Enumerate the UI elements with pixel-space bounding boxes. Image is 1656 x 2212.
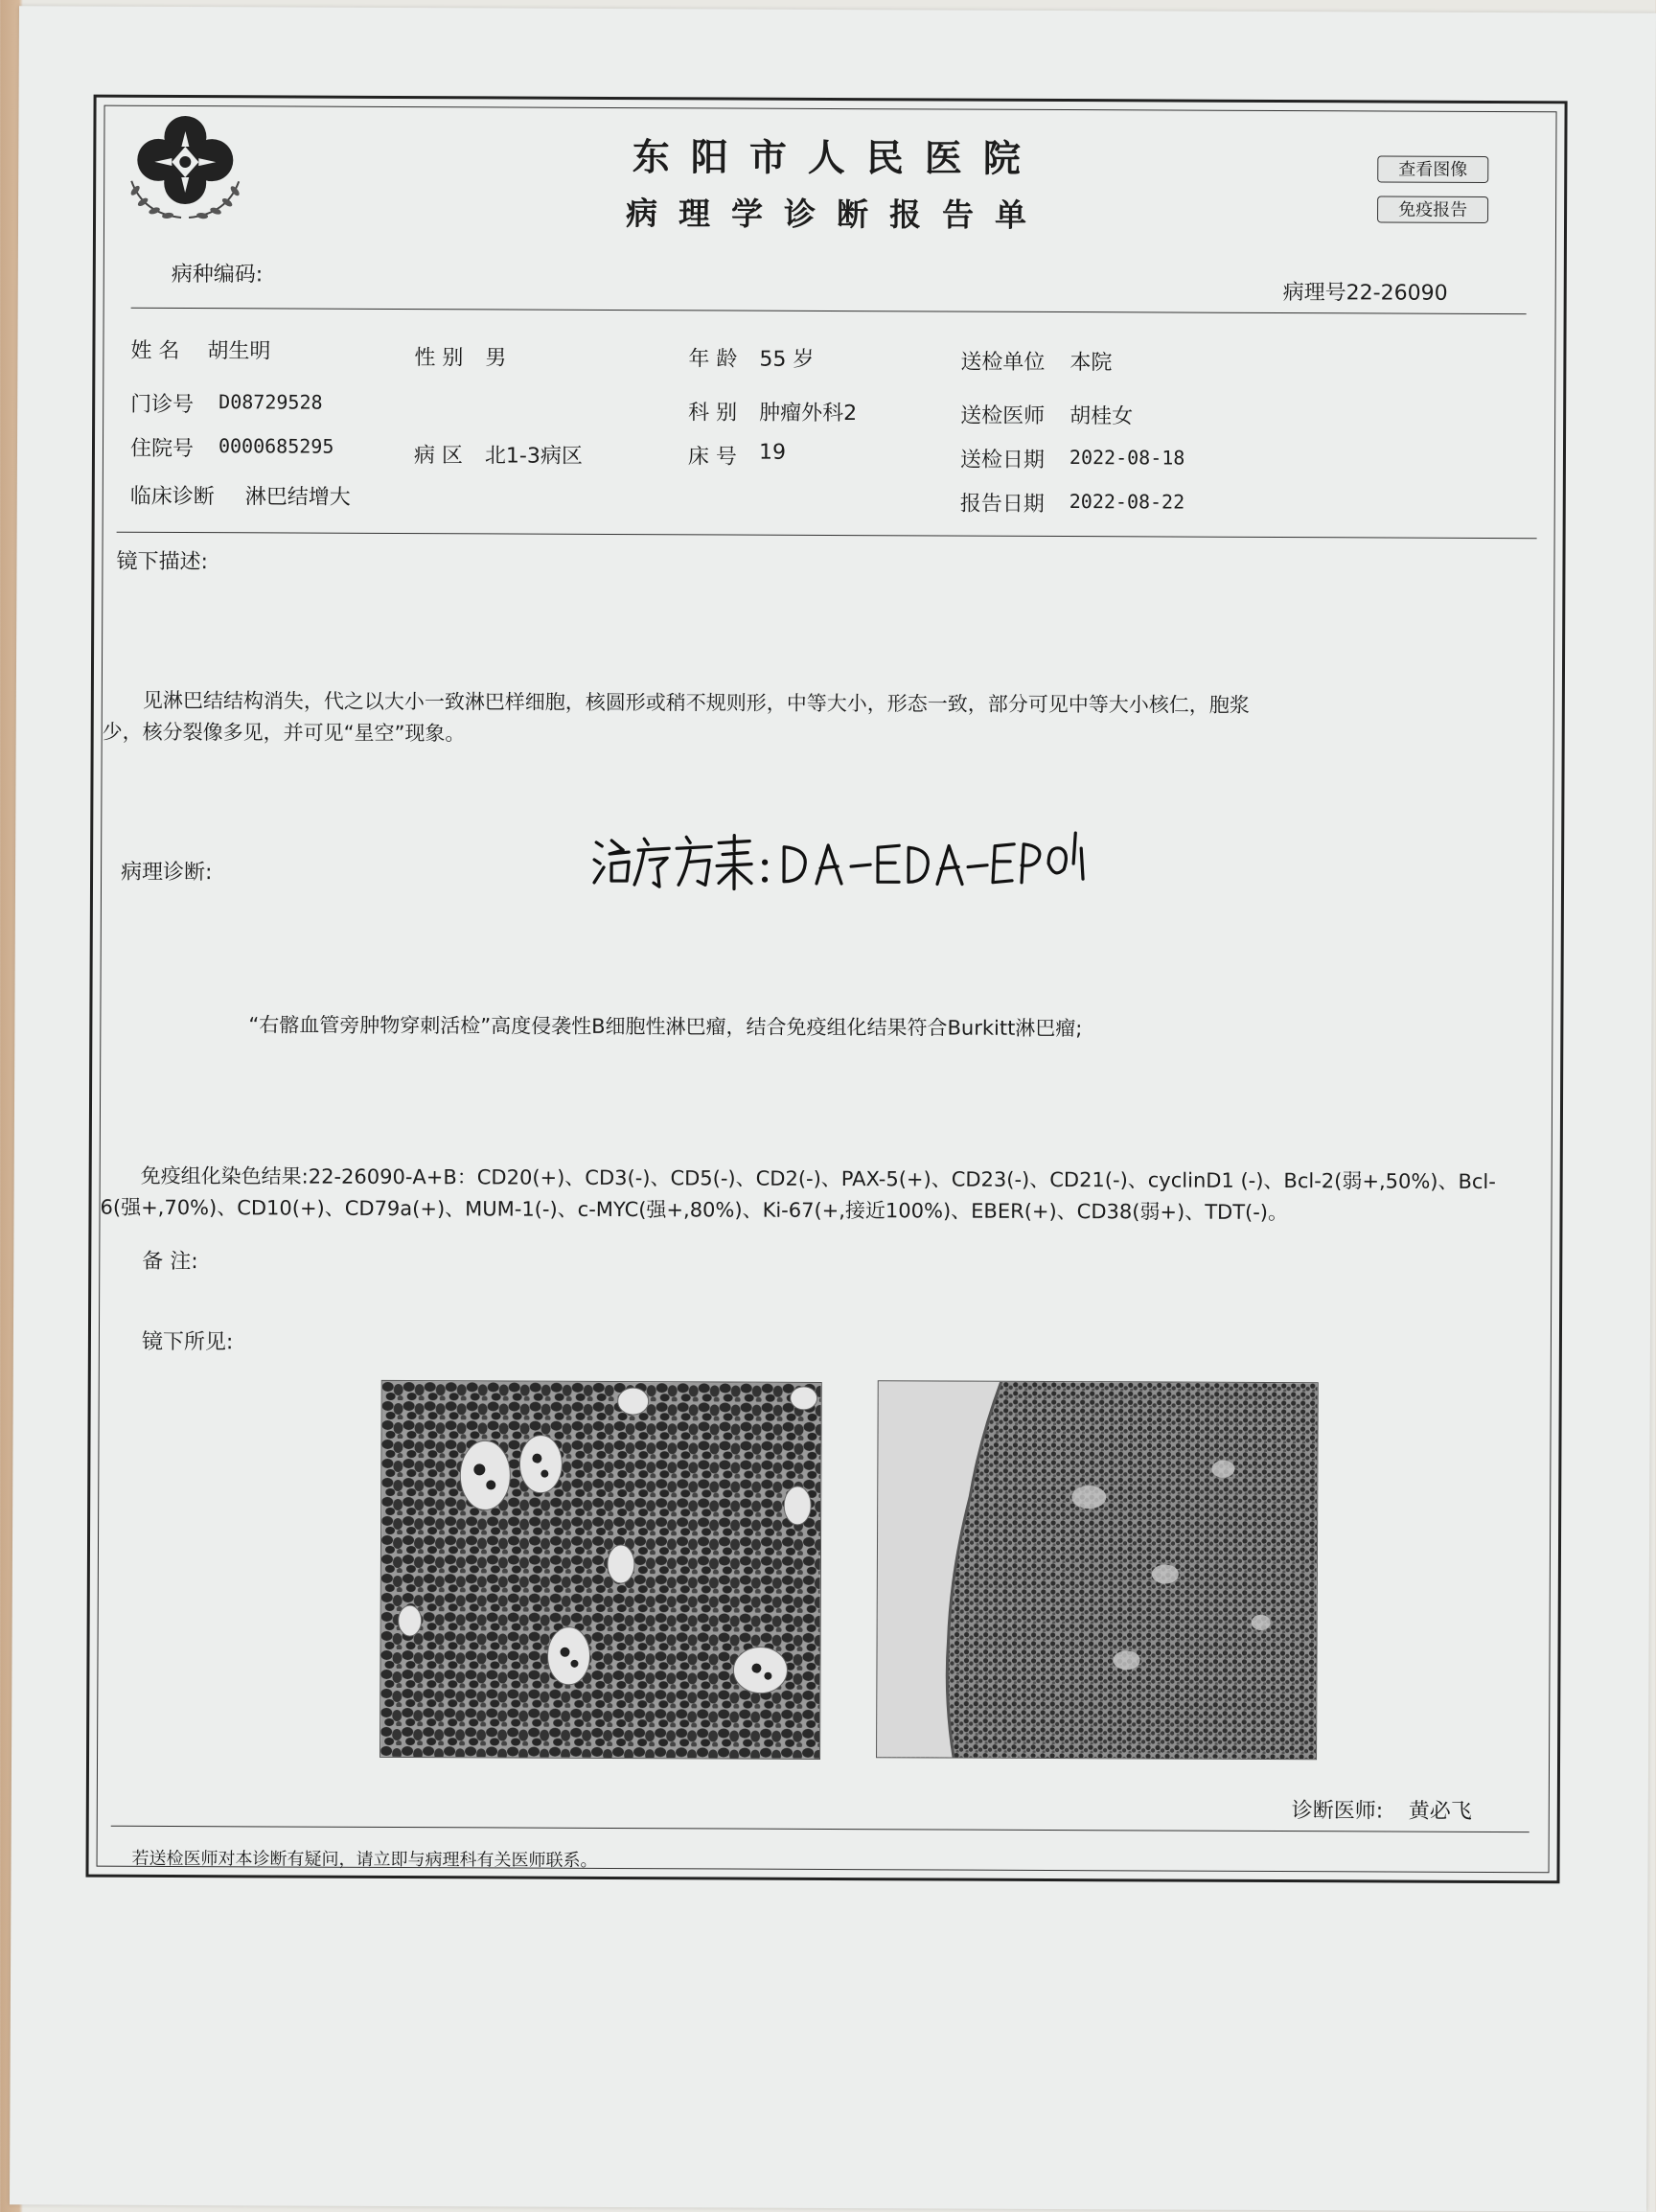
sex-label: 性 别 bbox=[414, 346, 464, 371]
ward: 北1-3病区 bbox=[484, 444, 583, 469]
report-date-label: 报告日期 bbox=[959, 492, 1045, 517]
ward-label: 病 区 bbox=[413, 444, 464, 469]
pathology-number: 病理号22-26090 bbox=[1282, 281, 1448, 306]
patient-name: 胡生明 bbox=[207, 339, 271, 364]
immuno-text: 免疫组化染色结果:22-26090-A+B：CD20(+)、CD3(-)、CD5(-)、CD2(-)、PAX-5(+)、CD23(-)、CD21(-)、cyclinD1 (-)、Bcl-2(弱+,50%)、Bcl-6(强+,70%)、CD10(+)、CD79a(+)、MUM-1(-)、c-MYC(强+,80%)、Ki-67(+,接近100%)、EBER(+)、CD38(弱+)、TDT(-)。 bbox=[100, 1164, 1496, 1225]
diagnosing-doctor: 黄必飞 bbox=[1408, 1799, 1472, 1824]
report-paper bbox=[10, 6, 1656, 2211]
footer-note: 若送检医师对本诊断有疑问，请立即与病理科有关医师联系。 bbox=[131, 1848, 598, 1871]
signature-label: 诊断医师: bbox=[1291, 1799, 1384, 1824]
report-frame bbox=[85, 95, 1567, 1884]
submit-doctor: 胡桂女 bbox=[1070, 404, 1134, 429]
department: 肿瘤外科2 bbox=[759, 401, 858, 426]
patient-sex: 男 bbox=[485, 346, 507, 371]
handwritten-treatment-note bbox=[590, 821, 1089, 900]
submit-date: 2022-08-18 bbox=[1069, 446, 1185, 470]
bed-label: 床 号 bbox=[687, 445, 738, 470]
diagnosis-text: “右髂血管旁肿物穿刺活检”高度侵袭性B细胞性淋巴瘤，结合免疫组化结果符合Burkitt淋巴瘤; bbox=[248, 1013, 1083, 1041]
submit-unit-label: 送检单位 bbox=[960, 350, 1046, 375]
submit-date-label: 送检日期 bbox=[959, 448, 1046, 472]
images-label: 镜下所见: bbox=[141, 1329, 234, 1355]
inpatient-label: 住院号 bbox=[129, 436, 195, 462]
submit-unit: 本院 bbox=[1070, 351, 1113, 376]
remarks-label: 备 注: bbox=[142, 1249, 198, 1275]
report-title: 病理学诊断报告单 bbox=[625, 195, 1048, 234]
submit-doctor-label: 送检医师 bbox=[960, 403, 1046, 428]
outpatient-label: 门诊号 bbox=[130, 392, 195, 418]
patient-age: 55 岁 bbox=[759, 347, 815, 372]
outpatient-number: D08729528 bbox=[218, 390, 323, 414]
bed-number: 19 bbox=[758, 440, 787, 465]
clinical-dx-label: 临床诊断 bbox=[129, 484, 215, 510]
age-label: 年 龄 bbox=[688, 347, 738, 372]
micrograph-low-power[interactable] bbox=[876, 1380, 1319, 1760]
clinical-diagnosis: 淋巴结增大 bbox=[244, 485, 351, 510]
micrograph-high-power[interactable] bbox=[380, 1380, 822, 1760]
view-image-button[interactable]: 查看图像 bbox=[1377, 155, 1488, 183]
report-date: 2022-08-22 bbox=[1069, 490, 1185, 514]
name-label: 姓 名 bbox=[130, 338, 180, 364]
microscopic-text: 见淋巴结结构消失，代之以大小一致淋巴样细胞，核圆形或稍不规则形，中等大小，形态一致，部分可见中等大小核仁，胞浆少，核分裂像多见，并可见“星空”现象。 bbox=[102, 688, 1250, 746]
disease-code-label: 病种编码: bbox=[171, 262, 264, 288]
microscopic-label: 镜下描述: bbox=[116, 549, 208, 575]
immuno-report-button[interactable]: 免疫报告 bbox=[1377, 196, 1488, 223]
diagnosis-label: 病理诊断: bbox=[121, 860, 213, 886]
inpatient-number: 0000685295 bbox=[218, 434, 334, 458]
dept-label: 科 别 bbox=[688, 401, 738, 426]
hospital-name: 东阳市人民医院 bbox=[632, 135, 1042, 181]
